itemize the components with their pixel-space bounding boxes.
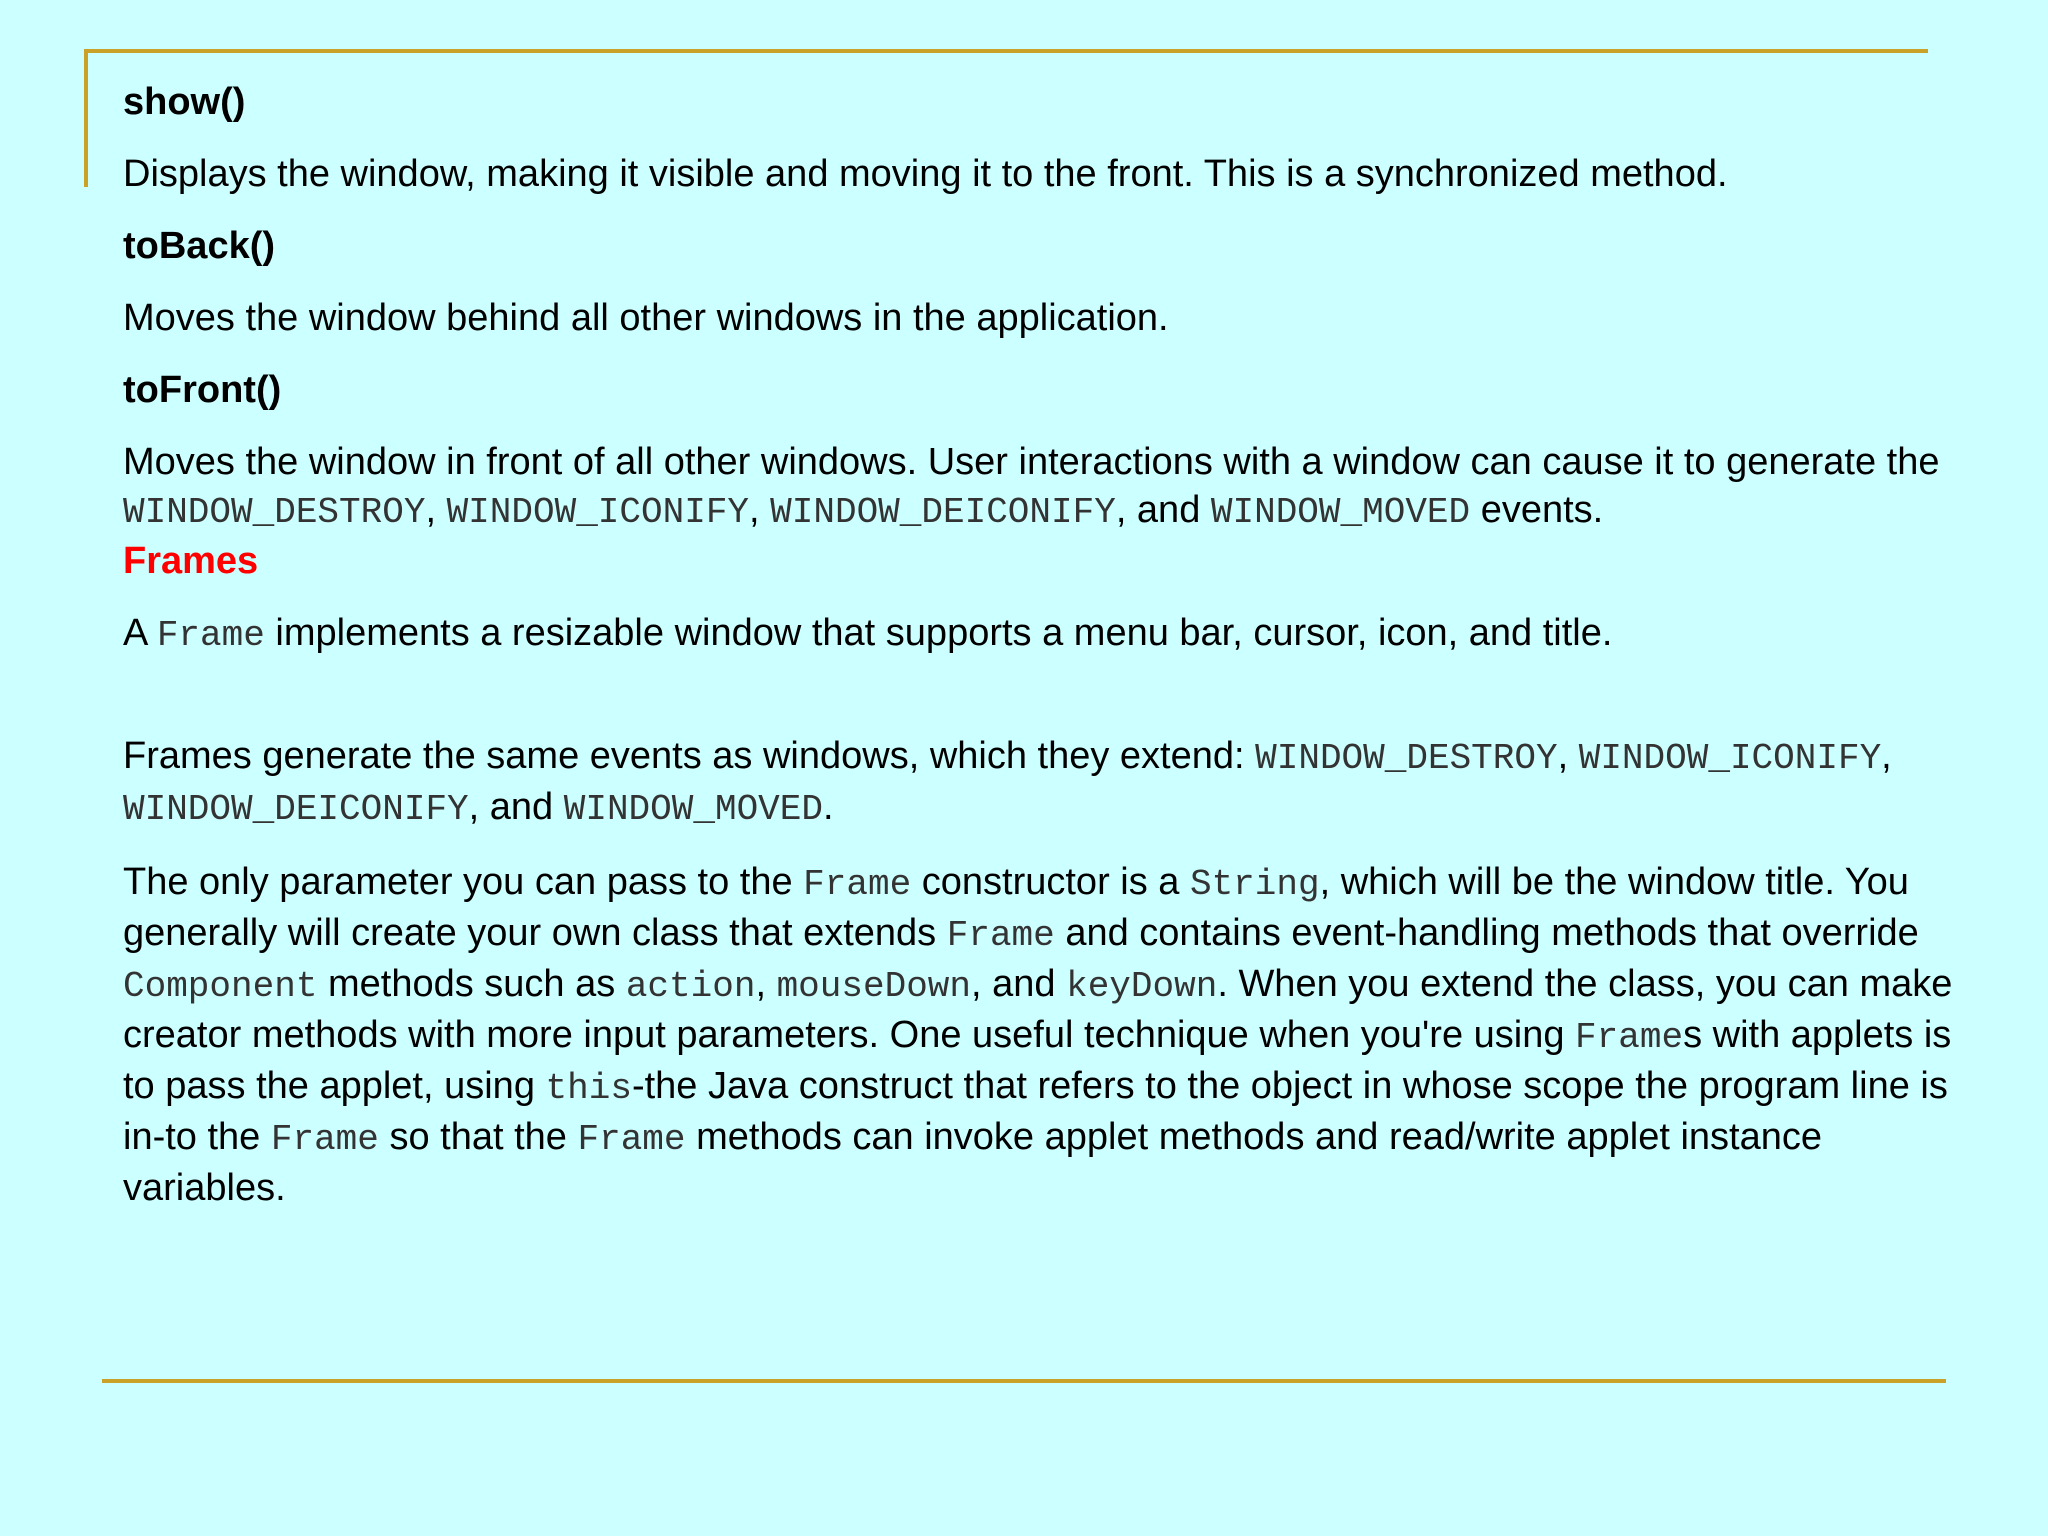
method-desc-show: Displays the window, making it visible and moving it to the front. This is a synchronized method. (123, 153, 1728, 195)
text-run: . When you extend the class, you can make creator methods with more input parameters. One useful technique when you're using (123, 963, 1953, 1056)
text-run: , which will be the window title. You generally will create your own class that extends (123, 861, 1909, 954)
text-run: , and (971, 963, 1067, 1005)
code-run: WINDOW_DESTROY (1255, 738, 1558, 779)
text-run: s with applets is to pass the applet, using (123, 1014, 1952, 1107)
text-run: -the Java construct that refers to the object in whose scope the program line is in-to the (123, 1065, 1948, 1158)
code-run: String (1189, 864, 1320, 905)
text-run: , (755, 963, 777, 1005)
code-run: action (625, 966, 756, 1007)
text-run: , (1881, 735, 1892, 777)
code-run: WINDOW_DEICONIFY (770, 492, 1116, 533)
method-heading-tofront: toFront() (123, 369, 282, 411)
method-heading-show: show() (123, 81, 246, 123)
code-run: Frame (270, 1119, 379, 1160)
code-run: Frame (577, 1119, 686, 1160)
tofront-desc-text: Moves the window in front of all other windows. User interactions with a window can cause it to generate (123, 441, 1877, 483)
paragraph-frame-intro (123, 609, 1983, 660)
method-desc-tofront (123, 438, 1983, 537)
text-run: . (822, 786, 834, 828)
code-run: Frame (946, 915, 1055, 956)
text-run: , (425, 489, 447, 531)
text-run: so that the (378, 1116, 578, 1158)
code-run: this (545, 1068, 632, 1109)
code-run: WINDOW_MOVED (1210, 492, 1471, 533)
method-desc-toback: Moves the window behind all other windows in the application. (123, 297, 1169, 339)
slide-content (123, 78, 1983, 1212)
text-run: and contains event-handling methods that override (1054, 912, 1919, 954)
code-run: Frame (1575, 1017, 1684, 1058)
code-run: mouseDown (776, 966, 972, 1007)
text-run: events. (1470, 489, 1604, 531)
text-run: Frames generate the same events as windows, which they extend: (123, 735, 1256, 777)
text-run: , (749, 489, 771, 531)
code-run: keyDown (1066, 966, 1218, 1007)
text-run: methods can invoke applet methods and read/write applet instance variables. (123, 1116, 1822, 1209)
text-run: implements a resizable window that supports a menu bar, cursor, icon, and title. (264, 612, 1613, 654)
code-run: Frame (156, 615, 265, 656)
text-run: constructor is a (911, 861, 1190, 903)
section-heading-frames: Frames (123, 540, 259, 582)
text-run: the (1886, 441, 1940, 483)
paragraph-frame-constructor (123, 858, 1983, 1212)
text-run: methods such as (317, 963, 626, 1005)
text-run: , and (468, 786, 564, 828)
code-run: WINDOW_DEICONIFY (123, 789, 469, 830)
text-run: A (123, 612, 157, 654)
code-run: Component (123, 966, 318, 1007)
code-run: WINDOW_ICONIFY (446, 492, 750, 533)
paragraph-frame-events (123, 732, 1983, 834)
left-rule (84, 49, 88, 187)
code-run: WINDOW_DESTROY (123, 492, 426, 533)
top-rule (84, 49, 1928, 53)
method-heading-toback: toBack() (123, 225, 276, 267)
text-run: , and (1115, 489, 1211, 531)
code-run: WINDOW_ICONIFY (1578, 738, 1882, 779)
text-run: , (1557, 735, 1579, 777)
bottom-rule (102, 1379, 1946, 1383)
code-run: Frame (803, 864, 912, 905)
code-run: WINDOW_MOVED (563, 789, 823, 830)
text-run: The only parameter you can pass to the (123, 861, 804, 903)
